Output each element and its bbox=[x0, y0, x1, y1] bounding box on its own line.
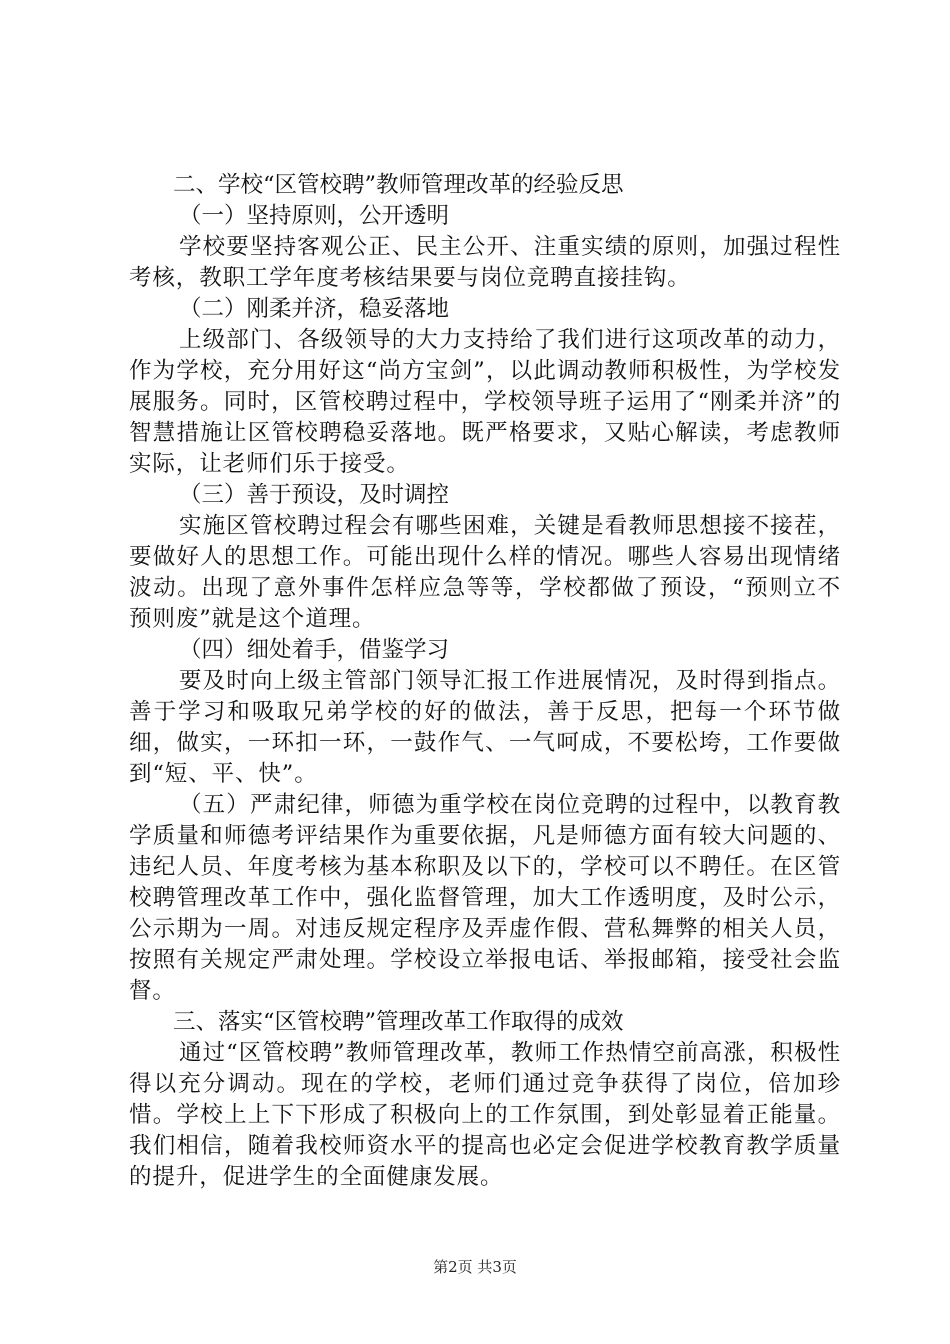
item-3-paragraph: 实施区管校聘过程会有哪些困难，关键是看教师思想接不接茬，要做好人的思想工作。可能出现什么样的情况。哪些人容易出现情绪波动。出现了意外事件怎样应急等等，学校都做了预设，“预则立不预则废”就是这个道理。 bbox=[129, 513, 841, 632]
item-1-paragraph: 学校要坚持客观公正、民主公开、注重实绩的原则，加强过程性考核，教职工学年度考核结果要与岗位竞聘直接挂钩。 bbox=[129, 234, 841, 291]
item-5-paragraph: （五）严肃纪律，师德为重学校在岗位竞聘的过程中，以教育教学质量和师德考评结果作为重要依据，凡是师德方面有较大问题的、违纪人员、年度考核为基本称职及以下的，学校可以不聘任。在区管校聘管理改革工作中，强化监督管理，加大工作透明度，及时公示，公示期为一周。对违反规定程序及弄虚作假、营私舞弊的相关人员，按照有关规定严肃处理。学校设立举报电话、举报邮箱，接受社会监督。 bbox=[129, 792, 841, 1004]
document-body bbox=[129, 170, 841, 1193]
section-2-heading: 二、学校“区管校聘”教师管理改革的经验反思 bbox=[173, 172, 624, 198]
item-4-paragraph: 要及时向上级主管部门领导汇报工作进展情况，及时得到指点。善于学习和吸取兄弟学校的好的做法，善于反思，把每一个环节做细，做实，一环扣一环，一鼓作气、一气呵成，不要松垮，工作要做到“短、平、快”。 bbox=[129, 668, 841, 787]
section-3-heading: 三、落实“区管校聘”管理改革工作取得的成效 bbox=[173, 1009, 624, 1035]
item-4-heading: （四）细处着手，借鉴学习 bbox=[179, 637, 450, 663]
section-3-paragraph: 通过“区管校聘”教师管理改革，教师工作热情空前高涨，积极性得以充分调动。现在的学校，老师们通过竞争获得了岗位，倍加珍惜。学校上上下下形成了积极向上的工作氛围，到处彰显着正能量。我们相信，随着我校师资水平的提高也必定会促进学校教育教学质量的提升，促进学生的全面健康发展。 bbox=[129, 1040, 841, 1190]
item-3-heading: （三）善于预设，及时调控 bbox=[179, 482, 450, 508]
item-1-heading: （一）坚持原则，公开透明 bbox=[179, 203, 450, 229]
item-2-paragraph: 上级部门、各级领导的大力支持给了我们进行这项改革的动力，作为学校，充分用好这“尚方宝剑”，以此调动教师积极性，为学校发展服务。同时，区管校聘过程中，学校领导班子运用了“刚柔并济”的智慧措施让区管校聘稳妥落地。既严格要求，又贴心解读，考虑教师实际，让老师们乐于接受。 bbox=[129, 327, 841, 477]
item-2-heading: （二）刚柔并济，稳妥落地 bbox=[179, 296, 450, 322]
page-number-footer: 第2页 共3页 bbox=[433, 1258, 517, 1276]
